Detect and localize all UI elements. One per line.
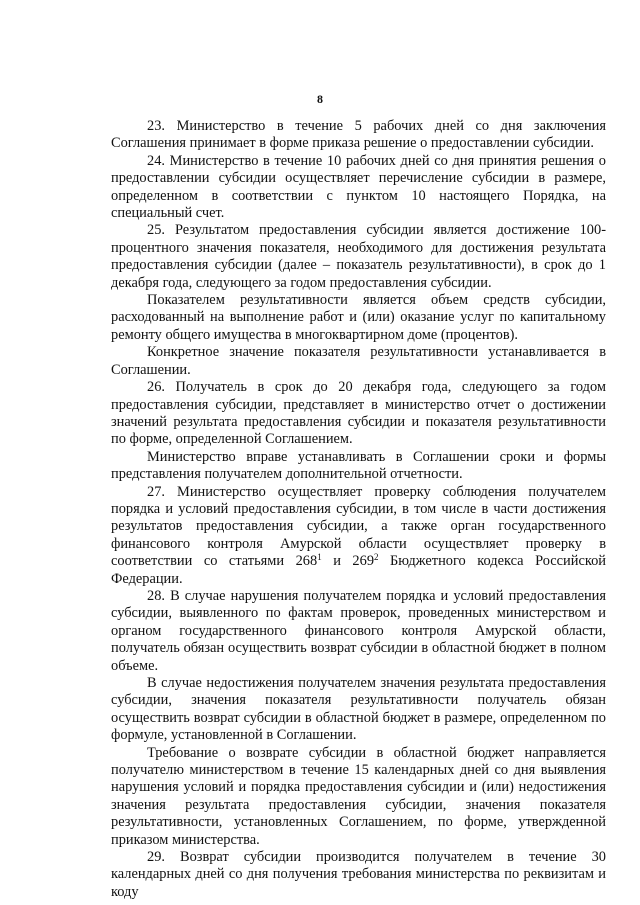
- article-269-superscript: 2: [374, 552, 379, 563]
- paragraph-27: [111, 484, 606, 588]
- paragraph-24: 24. Министерство в течение 10 рабочих дней со дня принятия решения о предоставлении субсидии осуществляет перечисление субсидии в размере, определенном в соответствии с пунктом 10 настоящего Порядка, на специальный счет.: [111, 152, 606, 222]
- paragraph-25: 25. Результатом предоставления субсидии является достижение 100-процентного значения показателя, необходимого для достижения результата предоставления субсидии (далее – показатель результативности), в срок до 1 декабря года, следующего за годом предоставления субсидии.: [111, 222, 606, 291]
- paragraph-27-text-mid: и 269: [321, 553, 375, 570]
- paragraph-26-extra: Министерство вправе устанавливать в Соглашении сроки и формы представления получателем дополнительной отчетности.: [111, 448, 606, 483]
- article-268-superscript: 1: [317, 552, 322, 563]
- document-body: [111, 118, 606, 901]
- paragraph-27-text-before: 27. Министерство осуществляет проверку соблюдения получателем порядка и условий предоставления субсидии, в том числе в части достижения результатов предоставления субсидии, а также орган государственного финансового контроля Амурской области осуществляет проверку в соответствии со статьями 268: [111, 483, 606, 570]
- paragraph-28-shortfall: В случае недостижения получателем значения результата предоставления субсидии, значения показателя результативности получатель обязан осуществить возврат субсидии в областной бюджет в размере, определенном по формуле, установленной в Соглашении.: [111, 675, 606, 744]
- paragraph-28-demand: Требование о возврате субсидии в областной бюджет направляется получателю министерством в течение 15 календарных дней со дня выявления нарушения условий и порядка предоставления субсидии и (или) недостижения значения результата предоставления субсидии, значения показателя результативности, установленных Соглашением, по форме, утвержденной приказом министерства.: [111, 744, 606, 848]
- paragraph-23: 23. Министерство в течение 5 рабочих дней со дня заключения Соглашения принимает в форме приказа решение о предоставлении субсидии.: [111, 118, 606, 152]
- page-number: 8: [317, 92, 323, 106]
- paragraph-26: 26. Получатель в срок до 20 декабря года, следующего за годом предоставления субсидии, представляет в министерство отчет о достижении значений результата предоставления субсидии и показателя результативности по форме, определенной Соглашением.: [111, 379, 606, 448]
- paragraph-25-value: Конкретное значение показателя результативности устанавливается в Соглашении.: [111, 344, 606, 378]
- paragraph-28: 28. В случае нарушения получателем порядка и условий предоставления субсидии, выявленного по фактам проверок, проведенных министерством и органом государственного финансового контроля Амурской области, получатель обязан осуществить возврат субсидии в областной бюджет в полном объеме.: [111, 587, 606, 674]
- paragraph-25-indicator: Показателем результативности является объем средств субсидии, расходованный на выполнение работ и (или) оказание услуг по капитальному ремонту общего имущества в многоквартирном доме (процентов).: [111, 292, 606, 343]
- paragraph-29: 29. Возврат субсидии производится получателем в течение 30 календарных дней со дня получения требования министерства по реквизитам и коду: [111, 849, 606, 900]
- paragraph-27-text-after: Бюджетного кодекса Российской Федерации.: [111, 553, 606, 587]
